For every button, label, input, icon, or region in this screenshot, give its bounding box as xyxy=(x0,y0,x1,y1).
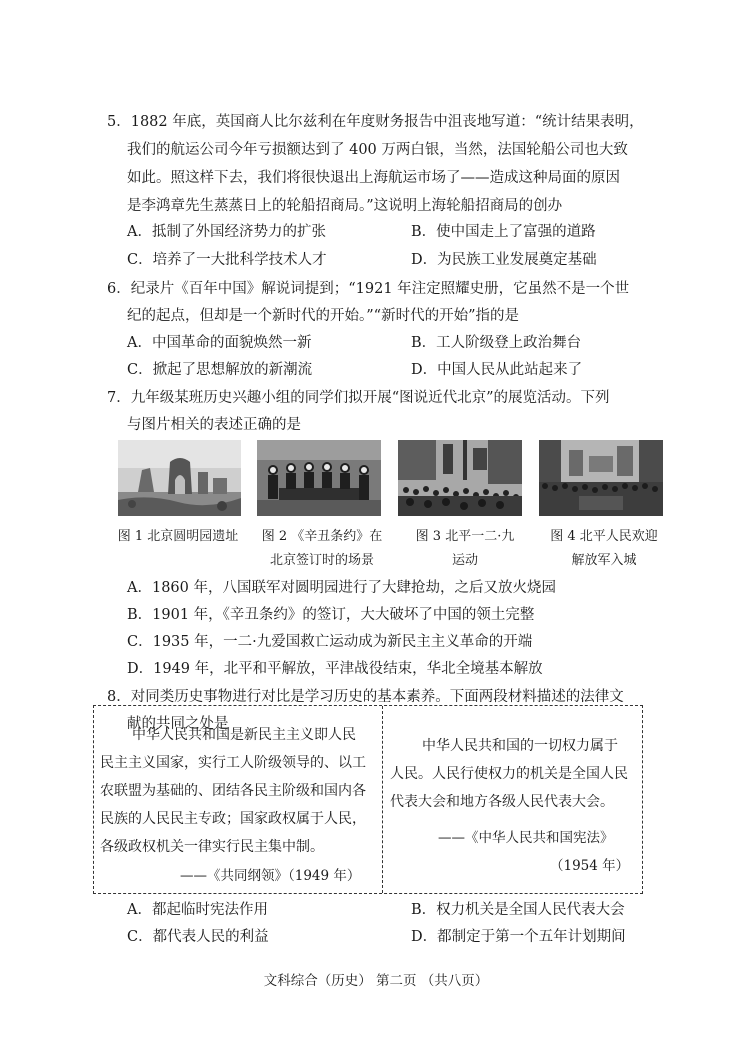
material-right-source: ——《中华人民共和国宪法》 xyxy=(438,830,614,846)
q7-option-b: B．1901 年，《辛丑条约》的签订，大大破坏了中国的领土完整 xyxy=(127,607,535,623)
material-left-source: ——《共同纲领》（1949 年） xyxy=(180,868,361,884)
page-footer: 文科综合（历史） 第二页 （共八页） xyxy=(263,973,489,989)
figure-3-caption-line-2: 运动 xyxy=(451,553,478,568)
q8-option-d: D．都制定于第一个五年计划期间 xyxy=(411,929,626,945)
q5-option-b: B．使中国走上了富强的道路 xyxy=(411,224,596,240)
q6-option-c: C．掀起了思想解放的新潮流 xyxy=(127,362,313,378)
q7-stem-line-2: 与图片相关的表述正确的是 xyxy=(127,417,301,433)
material-box-divider xyxy=(382,706,383,893)
q7-option-d: D．1949 年，北平和平解放，平津战役结束，华北全境基本解放 xyxy=(127,661,543,677)
q7-stem-line-1: 7．九年级某班历史兴趣小组的同学们拟开展“图说近代北京”的展览活动。下列 xyxy=(107,390,610,406)
protest-march-photo xyxy=(398,440,522,516)
q8-option-b: B．权力机关是全国人民代表大会 xyxy=(411,902,625,918)
material-left-line-4: 民族的人民民主专政；国家政权属于人民， xyxy=(100,811,366,827)
q6-option-a: A．中国革命的面貌焕然一新 xyxy=(127,335,312,351)
treaty-signing-photo xyxy=(257,440,381,516)
q6-option-d: D．中国人民从此站起来了 xyxy=(411,362,583,378)
q8-stem-line-1: 8．对同类历史事物进行对比是学习历史的基本素养。下面两段材料描述的法律文 xyxy=(107,689,624,705)
q5-stem-line-4: 是李鸿章先生蒸蒸日上的轮船招商局。”这说明上海轮船招商局的创办 xyxy=(127,198,563,214)
q7-option-c: C．1935 年，一二·九爱国救亡运动成为新民主主义革命的开端 xyxy=(127,634,533,650)
q5-option-c: C．培养了一大批科学技术人才 xyxy=(127,252,327,268)
figure-1-caption-line-1: 图 1 北京圆明园遗址 xyxy=(117,529,239,544)
army-entry-photo xyxy=(539,440,663,516)
material-right-line-3: 代表大会和地方各级人民代表大会。 xyxy=(390,794,614,810)
material-right-line-2: 人民。人民行使权力的机关是全国人民 xyxy=(390,766,628,782)
q6-stem-line-2: 纪的起点，但却是一个新时代的开始。”“新时代的开始”指的是 xyxy=(127,308,519,324)
material-right-year: （1954 年） xyxy=(550,858,630,874)
q5-option-a: A．抵制了外国经济势力的扩张 xyxy=(127,224,326,240)
q8-option-a: A．都起临时宪法作用 xyxy=(127,902,268,918)
q8-stem-line-2: 献的共同之处是 xyxy=(127,716,229,732)
q6-stem-line-1: 6．纪录片《百年中国》解说词提到；“1921 年注定照耀史册，它虽然不是一个世 xyxy=(107,281,630,297)
material-left-line-1: 中华人民共和国是新民主主义即人民 xyxy=(132,727,356,743)
figure-4-caption-line-2: 解放军入城 xyxy=(571,553,637,568)
material-left-line-5: 各级政权机关一律实行民主集中制。 xyxy=(100,839,324,855)
q5-stem-line-3: 如此。照这样下去，我们将很快退出上海航运市场了——造成这种局面的原因 xyxy=(127,170,620,186)
q5-stem-line-1: 5．1882 年底，英国商人比尔兹利在年度财务报告中沮丧地写道：“统计结果表明， xyxy=(107,114,644,130)
figure-2-caption-line-1: 图 2 《辛丑条约》在 xyxy=(261,529,383,544)
material-left-line-3: 农联盟为基础的、团结各民主阶级和国内各 xyxy=(100,783,366,799)
material-right-line-1: 中华人民共和国的一切权力属于 xyxy=(422,738,618,754)
material-left-line-2: 民主主义国家，实行工人阶级领导的、以工 xyxy=(100,755,366,771)
q8-option-c: C．都代表人民的利益 xyxy=(127,929,269,945)
figure-2-caption-line-2: 北京签订时的场景 xyxy=(269,553,374,568)
material-box xyxy=(93,705,643,894)
q6-option-b: B．工人阶级登上政治舞台 xyxy=(411,335,582,351)
q7-option-a: A．1860 年，八国联军对圆明园进行了大肆抢劫，之后又放火烧园 xyxy=(127,580,556,596)
figure-3-caption-line-1: 图 3 北平一二·九 xyxy=(415,529,515,544)
q5-option-d: D．为民族工业发展奠定基础 xyxy=(411,252,597,268)
ruins-photo xyxy=(118,440,241,516)
figure-4-caption-line-1: 图 4 北平人民欢迎 xyxy=(550,529,658,544)
q5-stem-line-2: 我们的航运公司今年亏损额达到了 400 万两白银，当然，法国轮船公司也大致 xyxy=(127,142,628,158)
